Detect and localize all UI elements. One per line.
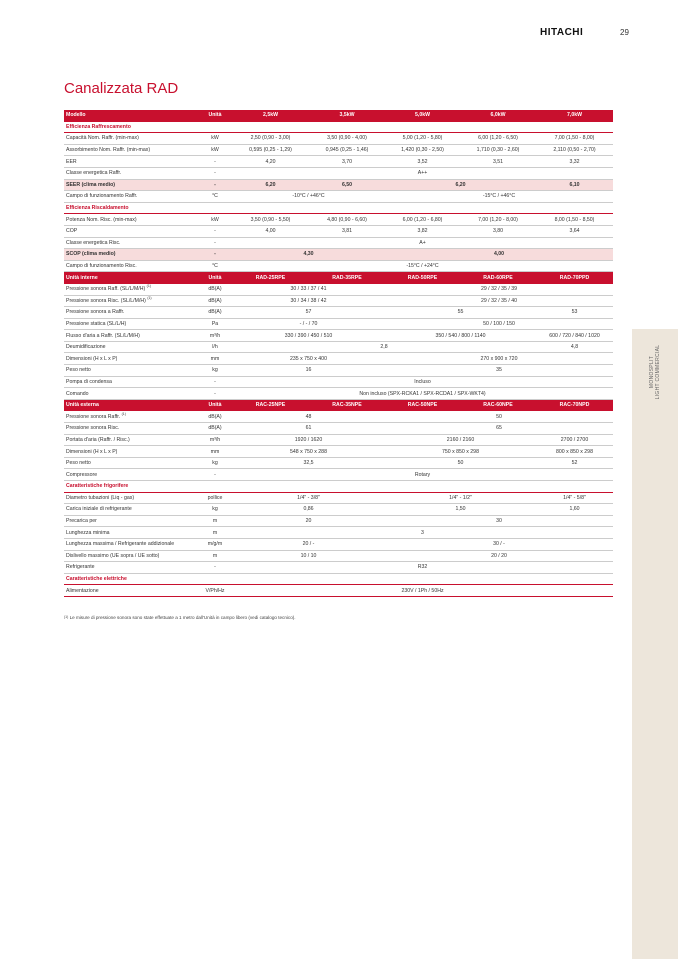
row-label: SEER (clima medio) — [64, 179, 198, 191]
cell: R32 — [232, 562, 613, 574]
row-label: Portata d'aria (Raffr. / Risc.) — [64, 434, 198, 446]
row-unit: - — [198, 237, 232, 249]
cell: 1/4" - 1/2" — [385, 492, 536, 504]
cell: 1,50 — [385, 504, 536, 516]
page-number: 29 — [620, 28, 629, 37]
header-size: 7,0kW — [536, 110, 613, 121]
cell: 30 / 33 / 37 / 41 — [232, 283, 385, 295]
indoor-header-label: Unità interne — [64, 272, 198, 284]
outdoor-model: RAC-70NPD — [536, 399, 613, 411]
row-label: Pompa di condensa — [64, 376, 198, 388]
cell: A+ — [232, 237, 613, 249]
cell: 3,80 — [460, 225, 536, 237]
table-row — [64, 550, 613, 562]
section-refrigerant: Caratteristiche frigorifere — [64, 481, 613, 493]
cell: 1,420 (0,30 - 2,50) — [385, 144, 460, 156]
cell: -10°C / +46°C — [232, 191, 385, 203]
cell: 6,00 (1,20 - 6,50) — [460, 133, 536, 145]
cell: 4,30 — [232, 249, 385, 261]
cell: 3,82 — [385, 225, 460, 237]
row-unit: - — [198, 179, 232, 191]
cell: Incluso — [232, 376, 613, 388]
cell: 32,5 — [232, 457, 385, 469]
row-unit: kW — [198, 144, 232, 156]
row-label: Flusso d'aria a Raffr. (SL/L/M/H) — [64, 330, 198, 342]
cell: 3,50 (0,90 - 4,00) — [309, 133, 385, 145]
outdoor-header-unit: Unità — [198, 399, 232, 411]
cell: 30 / 34 / 38 / 42 — [232, 295, 385, 307]
row-unit: kg — [198, 457, 232, 469]
indoor-model: RAD-35RPE — [309, 272, 385, 284]
table-row — [64, 446, 613, 458]
row-unit: dB(A) — [198, 283, 232, 295]
table-row — [64, 330, 613, 342]
cell: 600 / 720 / 840 / 1020 — [536, 330, 613, 342]
table-row-highlight — [64, 179, 613, 191]
outdoor-model: RAC-35NPE — [309, 399, 385, 411]
row-unit: pollice — [198, 492, 232, 504]
cell: 2,110 (0,50 - 2,70) — [536, 144, 613, 156]
cell: 3,64 — [536, 225, 613, 237]
cell: 4,00 — [232, 225, 309, 237]
row-label — [64, 283, 198, 295]
cell: 55 — [385, 307, 536, 319]
table-row — [64, 434, 613, 446]
row-label: Carica iniziale di refrigerante — [64, 504, 198, 516]
cell: 2,50 (0,90 - 3,00) — [232, 133, 309, 145]
row-label: Compressore — [64, 469, 198, 481]
table-row — [64, 283, 613, 295]
cell: 330 / 390 / 450 / 510 — [232, 330, 385, 342]
outdoor-model: RAC-60NPE — [460, 399, 536, 411]
cell: 4,20 — [232, 156, 309, 168]
cell: 1,710 (0,30 - 2,60) — [460, 144, 536, 156]
table-row — [64, 411, 613, 423]
header-size: 2,5kW — [232, 110, 309, 121]
row-unit: m³/h — [198, 330, 232, 342]
cell: 7,00 (1,50 - 8,00) — [536, 133, 613, 145]
cell: 6,00 (1,20 - 6,80) — [385, 214, 460, 226]
cell: 3 — [232, 527, 613, 539]
row-label: Lunghezza massima / Refrigerante addizionale — [64, 538, 198, 550]
table-row — [64, 469, 613, 481]
row-label: Diametro tubazioni (Liq - gas) — [64, 492, 198, 504]
section-row — [64, 121, 613, 133]
table-row — [64, 562, 613, 574]
table-row — [64, 133, 613, 145]
outdoor-model: RAC-25NPE — [232, 399, 309, 411]
row-unit: V/Ph/Hz — [198, 585, 232, 597]
row-unit: kW — [198, 133, 232, 145]
cell: 4,00 — [385, 249, 613, 261]
footnote-text: Le misure di pressione sonora sono state effettuate a 1 metro dall'Unità in campo libero (vedi catalogo tecnico). — [69, 615, 296, 620]
row-label: COP — [64, 225, 198, 237]
table-row — [64, 295, 613, 307]
cell: 29 / 32 / 35 / 40 — [385, 295, 613, 307]
cell: 3,81 — [309, 225, 385, 237]
cell: 48 — [232, 411, 385, 423]
section-row — [64, 202, 613, 214]
row-unit: mm — [198, 446, 232, 458]
table-row — [64, 214, 613, 226]
header-size: 5,0kW — [385, 110, 460, 121]
table-row — [64, 504, 613, 516]
table-row — [64, 538, 613, 550]
row-label: Capacità Nom. Raffr. (min-max) — [64, 133, 198, 145]
outdoor-header-label: Unità esterna — [64, 399, 198, 411]
cell: 10 / 10 — [232, 550, 385, 562]
row-label: Potenza Nom. Risc. (min-max) — [64, 214, 198, 226]
row-unit: - — [198, 388, 232, 400]
header-unit: Unità — [198, 110, 232, 121]
cell: 29 / 32 / 35 / 39 — [385, 283, 613, 295]
indoor-model: RAD-60RPE — [460, 272, 536, 284]
cell: Rotary — [232, 469, 613, 481]
table-row — [64, 260, 613, 272]
row-unit: °C — [198, 191, 232, 203]
footnote — [64, 615, 296, 620]
row-label: Alimentazione — [64, 585, 198, 597]
cell: 4,8 — [536, 341, 613, 353]
row-unit: m — [198, 550, 232, 562]
cell: 3,51 — [460, 156, 536, 168]
hitachi-logo: HITACHI — [540, 27, 584, 38]
row-unit: dB(A) — [198, 411, 232, 423]
row-label: Campo di funzionamento Risc. — [64, 260, 198, 272]
row-label: Pressione statica (SL/L/H) — [64, 318, 198, 330]
page-title: Canalizzata RAD — [64, 80, 179, 97]
row-label-text: Pressione sonora Raff. (SL/L/M/H) — [66, 286, 146, 293]
row-label: Pressione sonora a Raffr. — [64, 307, 198, 319]
table-row — [64, 144, 613, 156]
table-row — [64, 457, 613, 469]
header-size: 6,0kW — [460, 110, 536, 121]
table-row-highlight — [64, 249, 613, 261]
cell: 35 — [385, 365, 613, 377]
footnote-ref: (1) — [146, 284, 151, 289]
table-row — [64, 376, 613, 388]
table-row — [64, 423, 613, 435]
cell: 20 / - — [232, 538, 385, 550]
table-row — [64, 585, 613, 597]
cell: 61 — [232, 423, 385, 435]
cell: 57 — [232, 307, 385, 319]
cell: 3,32 — [536, 156, 613, 168]
cell: 30 / - — [385, 538, 613, 550]
row-unit: m³/h — [198, 434, 232, 446]
row-unit: - — [198, 156, 232, 168]
cell: 50 — [385, 411, 613, 423]
cell: 6,20 — [232, 179, 309, 191]
cell: 800 x 850 x 298 — [536, 446, 613, 458]
footnote-ref: (1) — [121, 411, 126, 416]
cell: 4,80 (0,90 - 6,60) — [309, 214, 385, 226]
row-unit: dB(A) — [198, 295, 232, 307]
cell: 6,20 — [385, 179, 536, 191]
cell: 65 — [385, 423, 613, 435]
cell: 6,50 — [309, 179, 385, 191]
indoor-header-row — [64, 272, 613, 284]
row-label: Lunghezza minima — [64, 527, 198, 539]
cell: 3,70 — [309, 156, 385, 168]
table-row — [64, 167, 613, 179]
cell: 5,00 (1,20 - 5,80) — [385, 133, 460, 145]
row-unit: mm — [198, 353, 232, 365]
row-unit: °C — [198, 260, 232, 272]
row-unit: - — [198, 376, 232, 388]
cell: 8,00 (1,50 - 8,50) — [536, 214, 613, 226]
cell: A++ — [232, 167, 613, 179]
row-label: Refrigerante — [64, 562, 198, 574]
cell: 53 — [536, 307, 613, 319]
section-row — [64, 481, 613, 493]
row-unit: m — [198, 515, 232, 527]
row-unit: kg — [198, 365, 232, 377]
cell: Non incluso (SPX-RCKA1 / SPX-RCDA1 / SPX-WKT4) — [232, 388, 613, 400]
table-row — [64, 515, 613, 527]
table-row — [64, 307, 613, 319]
table-row — [64, 156, 613, 168]
row-unit: - — [198, 562, 232, 574]
header-model: Modello — [64, 110, 198, 121]
cell: 230V / 1Ph / 50Hz — [232, 585, 613, 597]
row-label-text: Pressione sonora Raffr. — [66, 413, 121, 420]
section-heating: Efficienza Riscaldamento — [64, 202, 613, 214]
row-label: Campo di funzionamento Raffr. — [64, 191, 198, 203]
section-cooling: Efficienza Raffrescamento — [64, 121, 613, 133]
table-row — [64, 341, 613, 353]
row-label: EER — [64, 156, 198, 168]
table-header-row — [64, 110, 613, 121]
row-unit: kW — [198, 214, 232, 226]
cell: 0,595 (0,25 - 1,29) — [232, 144, 309, 156]
row-label: SCOP (clima medio) — [64, 249, 198, 261]
side-label-light-commercial: LIGHT COMMERCIAL — [655, 344, 661, 400]
row-unit: - — [198, 469, 232, 481]
side-label-monosplit: MONOSPLIT — [649, 355, 655, 389]
section-electrical: Caratteristiche elettriche — [64, 573, 613, 585]
row-unit: m — [198, 527, 232, 539]
row-label: Classe energetica Risc. — [64, 237, 198, 249]
cell: -15°C / +24°C — [232, 260, 613, 272]
row-label: Peso netto — [64, 457, 198, 469]
row-label: Classe energetica Raffr. — [64, 167, 198, 179]
spec-table — [64, 110, 613, 597]
row-label-text: Pressione sonora Risc. (SL/L/M/H) — [66, 297, 146, 304]
row-unit: - — [198, 225, 232, 237]
indoor-model: RAD-50RPE — [385, 272, 460, 284]
cell: 52 — [536, 457, 613, 469]
footnote-ref: (1) — [147, 295, 152, 300]
cell: 2160 / 2160 — [385, 434, 536, 446]
sidebar-band — [632, 329, 678, 959]
cell: 350 / 540 / 800 / 1140 — [385, 330, 536, 342]
cell: 1/4" - 5/8" — [536, 492, 613, 504]
table-row — [64, 225, 613, 237]
table-row — [64, 527, 613, 539]
row-label: Deumidificazione — [64, 341, 198, 353]
indoor-header-unit: Unità — [198, 272, 232, 284]
cell: 7,00 (1,20 - 8,00) — [460, 214, 536, 226]
table-row — [64, 191, 613, 203]
cell: 16 — [232, 365, 385, 377]
cell: 548 x 750 x 288 — [232, 446, 385, 458]
table-row — [64, 388, 613, 400]
indoor-model: RAD-70PPD — [536, 272, 613, 284]
row-label: Dislivello massimo (UE sopra / UE sotto) — [64, 550, 198, 562]
section-row — [64, 573, 613, 585]
row-label — [64, 411, 198, 423]
row-unit: Pa — [198, 318, 232, 330]
row-label: Peso netto — [64, 365, 198, 377]
cell: 50 / 100 / 150 — [385, 318, 613, 330]
cell: 1/4" - 3/8" — [232, 492, 385, 504]
cell: 1920 / 1620 — [232, 434, 385, 446]
cell: 50 — [385, 457, 536, 469]
cell: 235 x 750 x 400 — [232, 353, 385, 365]
cell: 2,8 — [232, 341, 536, 353]
row-unit: m/g/m — [198, 538, 232, 550]
cell: - / - / 70 — [232, 318, 385, 330]
table-row — [64, 353, 613, 365]
cell: 20 — [232, 515, 385, 527]
table-row — [64, 237, 613, 249]
row-unit: dB(A) — [198, 423, 232, 435]
row-label: Assorbimento Nom. Raffr. (min-max) — [64, 144, 198, 156]
row-label: Comando — [64, 388, 198, 400]
table-row — [64, 365, 613, 377]
cell: -15°C / +46°C — [385, 191, 613, 203]
row-label: Dimensioni (H x L x P) — [64, 353, 198, 365]
cell: 0,86 — [232, 504, 385, 516]
row-label — [64, 295, 198, 307]
outdoor-model: RAC-50NPE — [385, 399, 460, 411]
cell: 270 x 900 x 720 — [385, 353, 613, 365]
cell: 2700 / 2700 — [536, 434, 613, 446]
cell: 3,50 (0,90 - 5,50) — [232, 214, 309, 226]
cell: 20 / 20 — [385, 550, 613, 562]
footnote-mark: (1) — [64, 615, 69, 619]
row-unit: - — [198, 167, 232, 179]
row-unit: dB(A) — [198, 307, 232, 319]
table-row — [64, 318, 613, 330]
cell: 30 — [385, 515, 613, 527]
cell: 1,60 — [536, 504, 613, 516]
row-unit: - — [198, 249, 232, 261]
cell: 0,945 (0,25 - 1,46) — [309, 144, 385, 156]
table-row — [64, 492, 613, 504]
header-size: 3,5kW — [309, 110, 385, 121]
outdoor-header-row — [64, 399, 613, 411]
cell: 3,52 — [385, 156, 460, 168]
indoor-model: RAD-25RPE — [232, 272, 309, 284]
cell: 6,10 — [536, 179, 613, 191]
row-label: Precarica per — [64, 515, 198, 527]
row-label: Pressione sonora Risc. — [64, 423, 198, 435]
side-category-label — [649, 345, 661, 400]
row-label: Dimensioni (H x L x P) — [64, 446, 198, 458]
row-unit: l/h — [198, 341, 232, 353]
row-unit: kg — [198, 504, 232, 516]
cell: 750 x 850 x 298 — [385, 446, 536, 458]
